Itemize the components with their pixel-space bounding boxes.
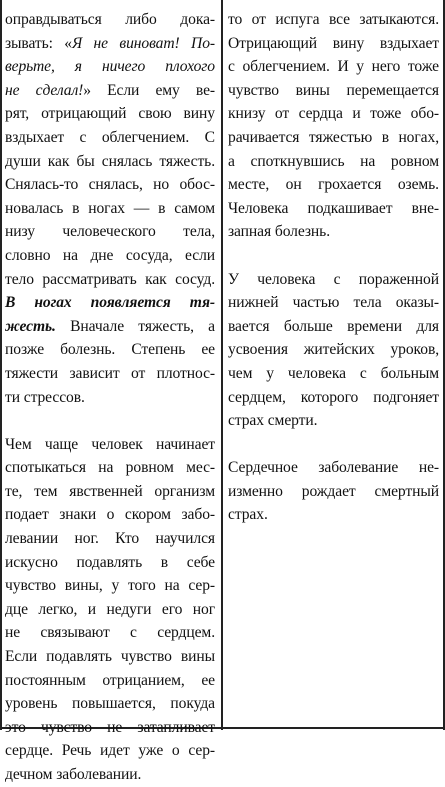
- right-text-column: [228, 8, 439, 527]
- left-paragraph-2: [5, 433, 215, 787]
- bold-italic-emphasis-line: В ногах появляется тя-: [5, 294, 215, 312]
- italic-quote-run: Я не виноват! По-: [71, 34, 215, 52]
- left-paragraph-1: [5, 8, 215, 409]
- text-line: страх.: [228, 506, 268, 524]
- text-line: Отрицающий вину вздыхает: [228, 34, 439, 52]
- text-line: рачивается тяжестью в ногах,: [228, 128, 439, 146]
- right-paragraph-2: [228, 268, 439, 433]
- text-line: [5, 32, 215, 56]
- italic-quote-run: не сделал!: [5, 81, 84, 99]
- text-line: вздыхает с облегчением. С: [5, 128, 215, 146]
- column-divider-rule: [221, 0, 223, 730]
- text-line: позже болезнь. Степень ее: [5, 341, 215, 359]
- text-line: чувство вины перемещается: [228, 81, 439, 99]
- right-paragraph-3: [228, 456, 439, 527]
- text-line: ти стрессов.: [5, 388, 85, 406]
- text-run: Вначале тяжесть, а: [55, 317, 215, 335]
- text-line: запная болезнь.: [228, 223, 330, 241]
- text-line: дечном заболевании.: [5, 766, 142, 783]
- text-line: [5, 79, 215, 103]
- text-line: словно на дне сосуда, если: [5, 246, 215, 264]
- text-line: Человека подкашивает вне-: [228, 199, 439, 217]
- text-line: с облегчением. И у него тоже: [228, 58, 439, 76]
- text-line: сердцем, которого подгоняет: [228, 388, 439, 406]
- text-line: а споткнувшись на ровном: [228, 152, 439, 170]
- text-line: У человека с пораженной: [228, 270, 439, 288]
- text-line: левании ног. Кто научился: [5, 530, 215, 548]
- text-line: вается больше времени для: [228, 317, 439, 335]
- text-line: книзу от сердца и тоже обо-: [228, 105, 439, 123]
- text-line: оправдываться либо дока-: [5, 11, 215, 28]
- text-line: рят, отрицающий свою вину: [5, 105, 215, 123]
- text-line: это чувство не затапливает: [5, 718, 215, 736]
- text-line: сердце. Речь идет уже о сер-: [5, 742, 215, 760]
- text-line: то от испуга все затыкаются.: [228, 11, 439, 28]
- text-line: Снялась-то снялась, но обос-: [5, 176, 215, 194]
- text-line: нижней частью тела оказы-: [228, 294, 439, 312]
- text-line: Чем чаще человек начинает: [5, 435, 215, 453]
- text-line: месте, он грохается оземь.: [228, 176, 439, 194]
- text-line: изменно рождает смертный: [228, 482, 439, 500]
- text-line: Сердечное заболевание не-: [228, 459, 439, 477]
- text-line: страх смерти.: [228, 412, 318, 430]
- text-line: те, тем явственней организм: [5, 482, 215, 500]
- bold-italic-emphasis-run: жесть.: [5, 317, 56, 335]
- text-line: низу человеческого тела,: [5, 223, 215, 241]
- text-line: постоянным отрицанием, ее: [5, 671, 215, 689]
- left-border-rule: [0, 0, 2, 730]
- text-line: дце легко, и недуги его ног: [5, 600, 215, 618]
- text-line: не связывают с сердцем.: [5, 624, 215, 642]
- text-run: » Если ему ве-: [83, 81, 216, 99]
- right-border-rule: [443, 0, 445, 730]
- text-line: чем у человека с больным: [228, 364, 439, 382]
- text-line: [5, 315, 215, 339]
- text-line: усвоения житейских уроков,: [228, 341, 439, 359]
- text-line: уровень повышается, покуда: [5, 695, 215, 713]
- text-line: подает знаки о скором забо-: [5, 506, 215, 524]
- text-run: зывать: «: [5, 34, 72, 52]
- left-text-column: [5, 8, 215, 787]
- text-line: искусно подавлять в себе: [5, 553, 215, 571]
- text-line: души как бы снялась тяжесть.: [5, 152, 215, 170]
- text-line: чувство вины, у того на сер-: [5, 577, 215, 595]
- text-line: тело рассматривать как сосуд.: [5, 270, 215, 288]
- text-line: Если подавлять чувство вины: [5, 648, 215, 666]
- right-paragraph-1: [228, 8, 439, 244]
- text-line: тяжести зависит от плотнос-: [5, 364, 215, 382]
- text-line: спотыкаться на ровном мес-: [5, 459, 215, 477]
- italic-quote-line: верьте, я ничего плохого: [5, 58, 215, 76]
- text-line: новалась в ногах — в самом: [5, 199, 215, 217]
